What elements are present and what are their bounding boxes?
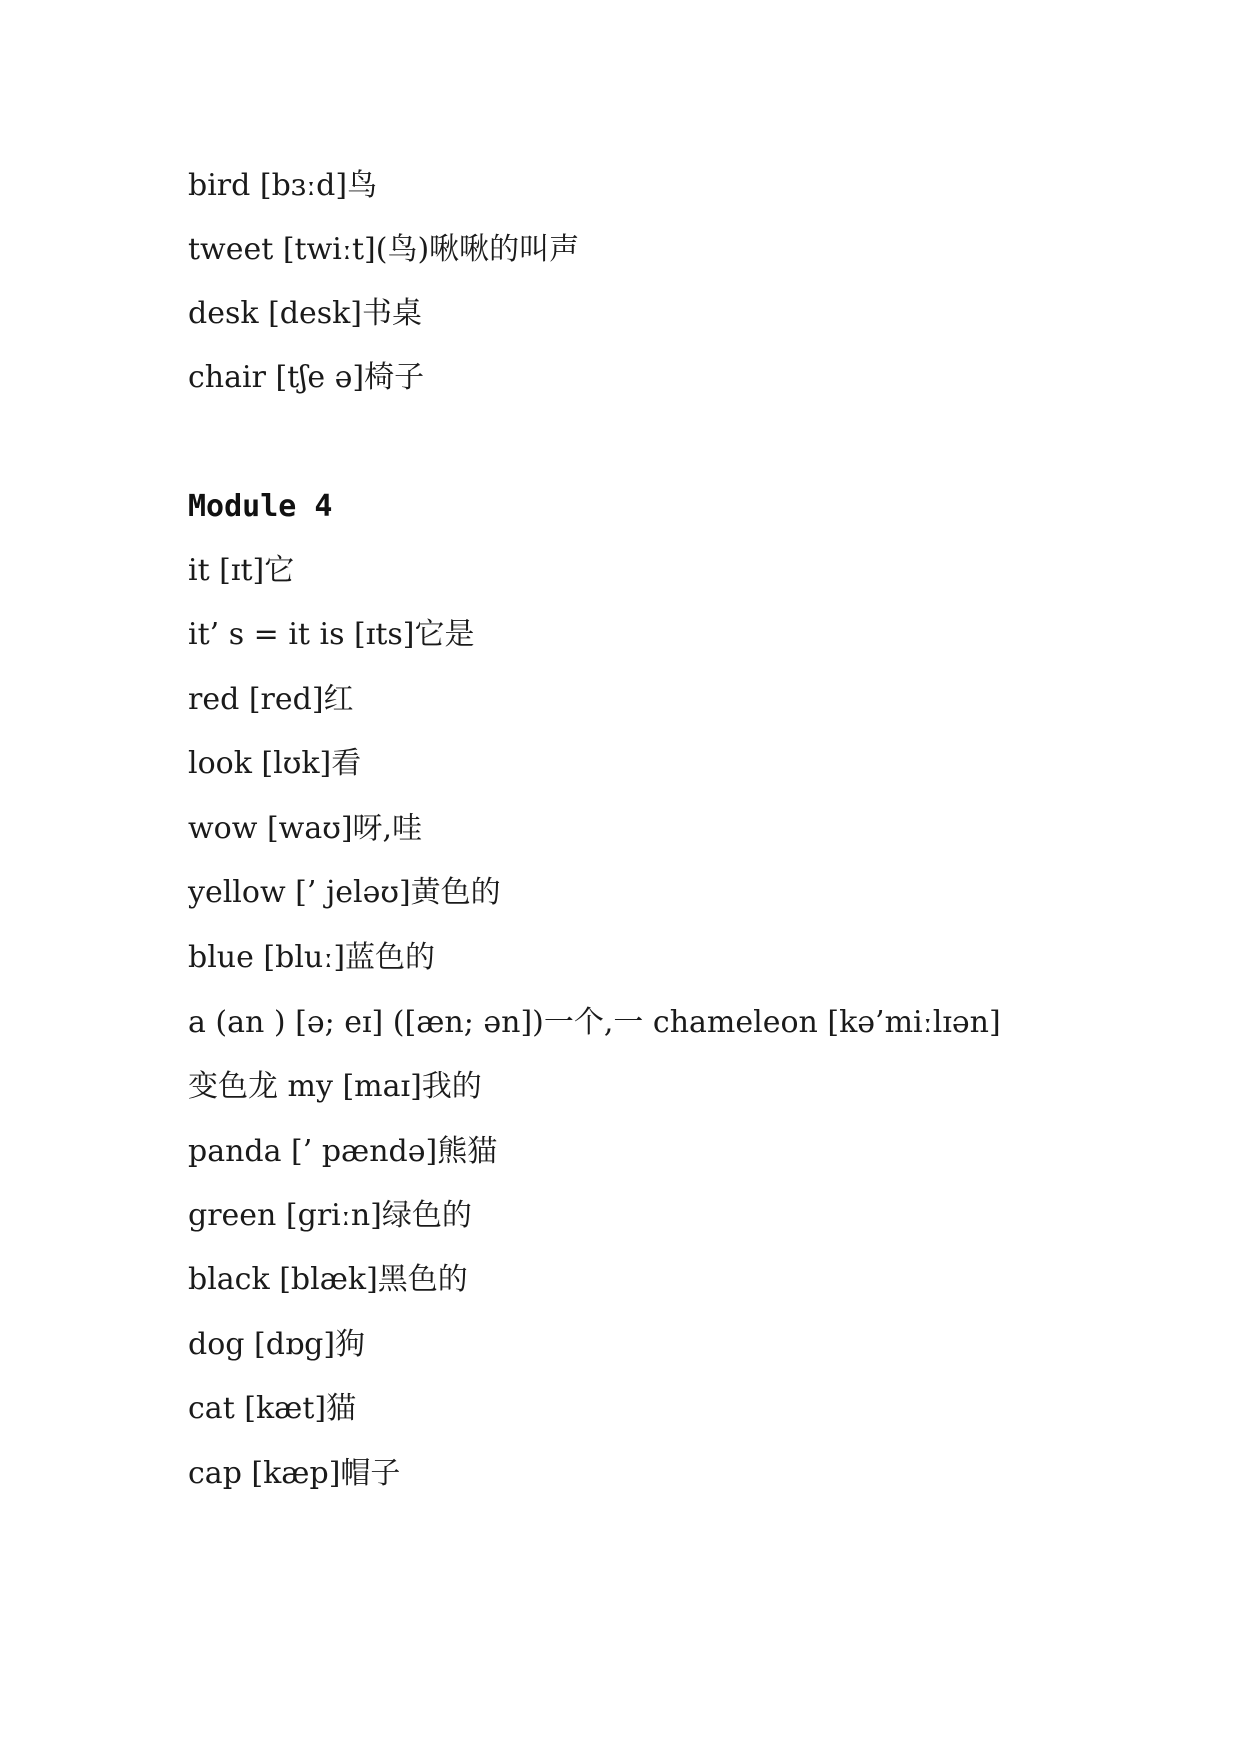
vocab-line-black: black [blæk]黑色的 bbox=[188, 1262, 468, 1297]
vocab-line-blue: blue [bluː]蓝色的 bbox=[188, 940, 436, 975]
section-heading: Module 4 bbox=[188, 489, 333, 524]
vocab-line-dog: dog [dɒg]狗 bbox=[188, 1327, 366, 1362]
vocab-line-cap: cap [kæp]帽子 bbox=[188, 1456, 401, 1491]
vocab-line-chameleon-my: 变色龙 my [maɪ]我的 bbox=[188, 1069, 482, 1104]
vocab-line-green: green [griːn]绿色的 bbox=[188, 1198, 472, 1233]
vocab-line-tweet: tweet [twiːt](鸟)啾啾的叫声 bbox=[188, 232, 580, 267]
vocab-line-it: it [ɪt]它 bbox=[188, 553, 295, 588]
vocab-line-chair: chair [tʃe ə]椅子 bbox=[188, 360, 425, 395]
vocab-line-yellow: yellow [’ jeləʊ]黄色的 bbox=[188, 875, 501, 910]
vocab-line-a-an-chameleon: a (an ) [ə; eɪ] ([æn; ən])一个,一 chameleon [kə’miːlɪən] bbox=[188, 1005, 1001, 1040]
vocab-line-its: it’ s = it is [ɪts]它是 bbox=[188, 617, 475, 652]
vocab-line-red: red [red]红 bbox=[188, 682, 354, 717]
vocab-line-panda: panda [’ pændə]熊猫 bbox=[188, 1134, 498, 1169]
vocab-line-desk: desk [desk]书桌 bbox=[188, 296, 423, 331]
vocab-line-wow: wow [waʊ]呀,哇 bbox=[188, 811, 423, 846]
vocab-line-look: look [lʊk]看 bbox=[188, 746, 362, 781]
vocab-line-cat: cat [kæt]猫 bbox=[188, 1391, 357, 1426]
vocab-line-bird: bird [bɜːd]鸟 bbox=[188, 168, 378, 203]
